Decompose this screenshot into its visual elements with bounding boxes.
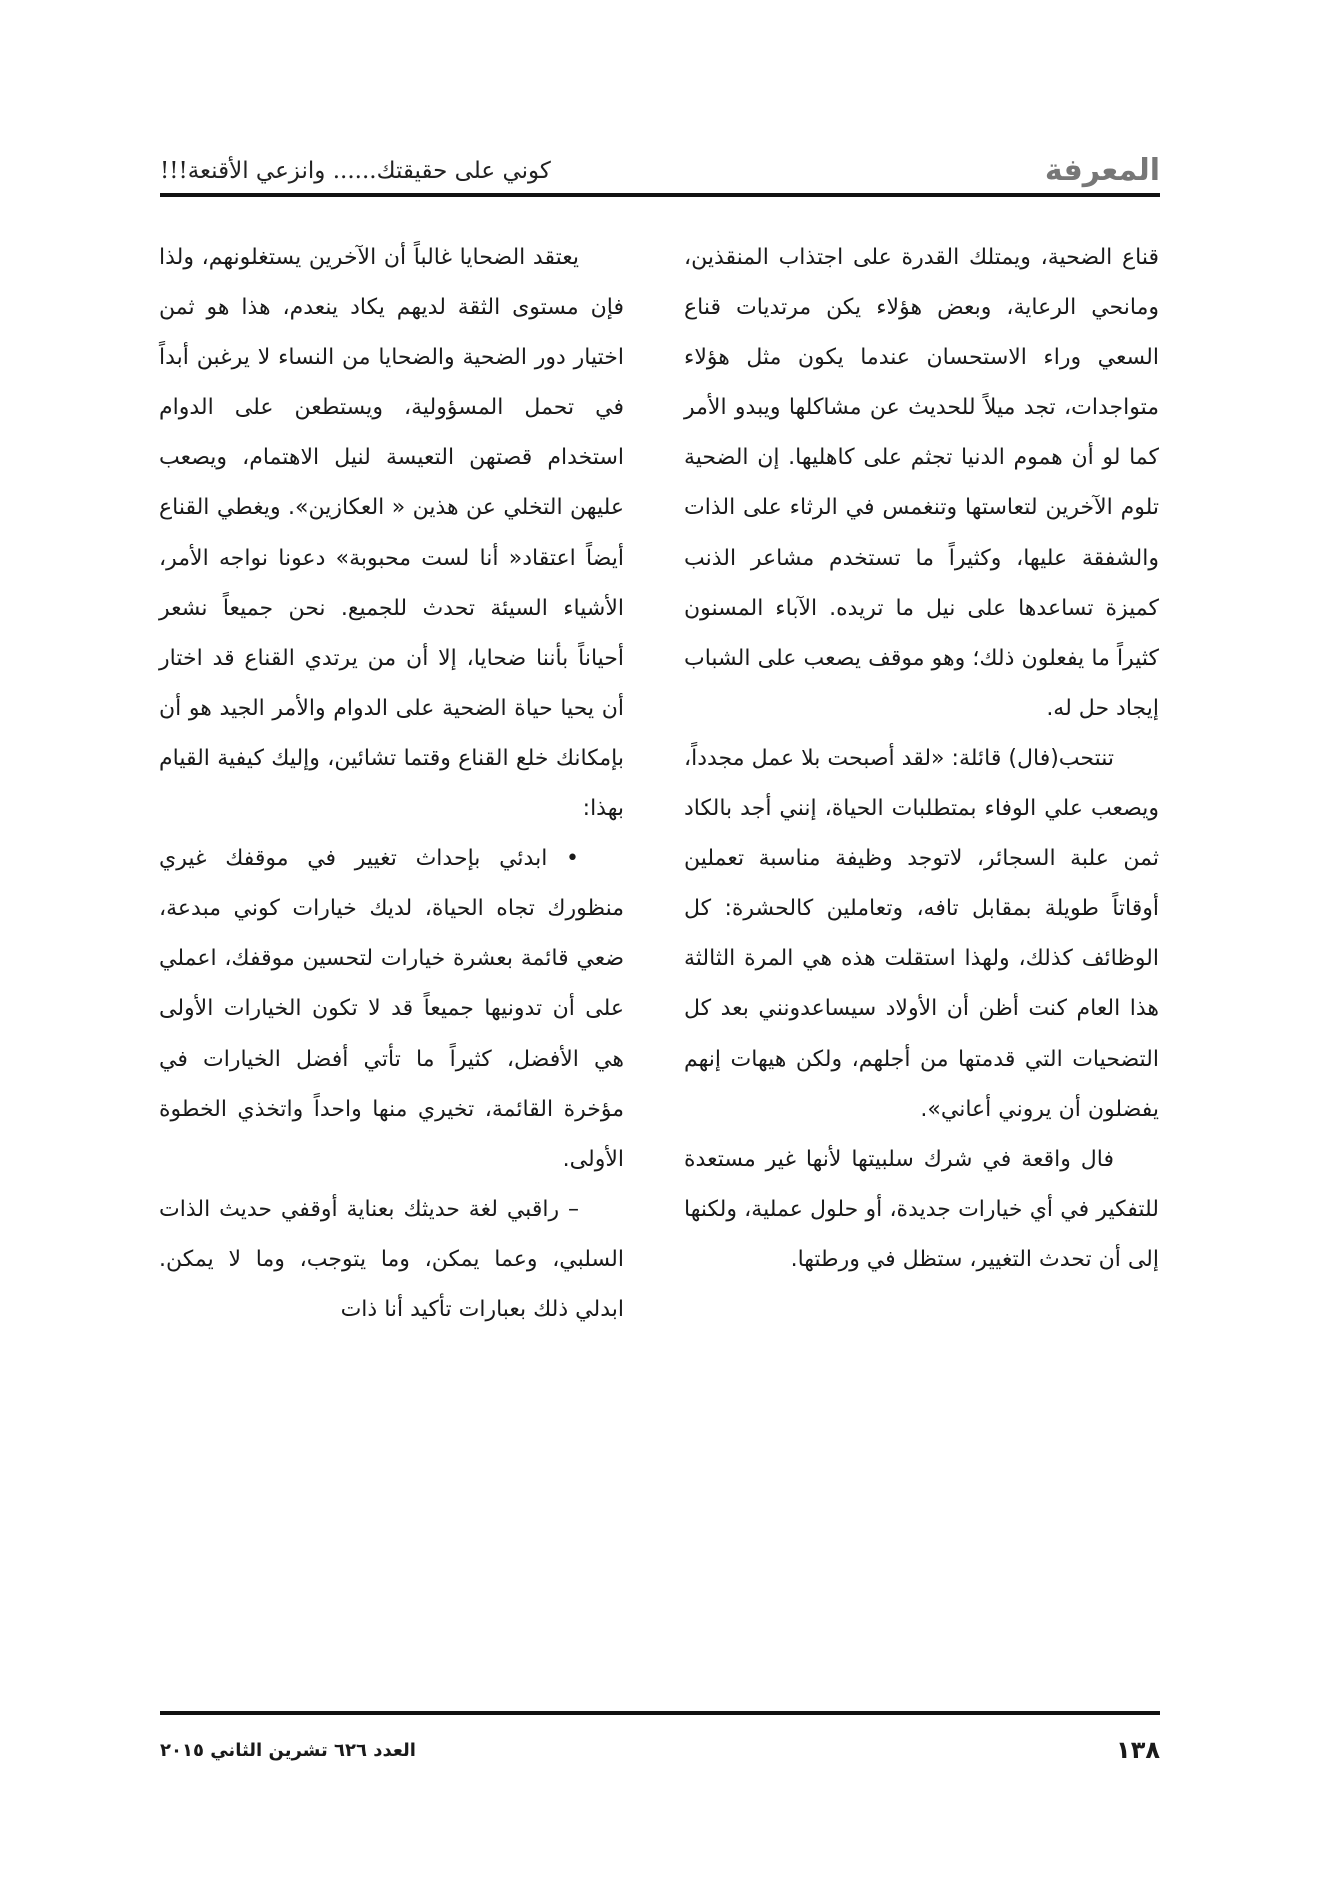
footer-divider [160, 1711, 1160, 1715]
page-number: ١٣٨ [1116, 1736, 1160, 1764]
article-running-title: كوني على حقيقتك...... وانزعي الأقنعة!!! [160, 158, 551, 184]
header-divider [160, 193, 1160, 197]
paragraph: تنتحب(فال) قائلة: «لقد أصبحت بلا عمل مجدداً، ويصعب علي الوفاء بمتطلبات الحياة، إنني أجد بالكاد ثمن علبة السجائر، لاتوجد وظيفة مناسبة تعملين أوقاتاً طويلة بمقابل تافه، وتعاملين كالحشرة: كل الوظائف كذلك، ولهذا استقلت هذه هي المرة الثالثة هذا العام كنت أظن أن الأولاد سيساعدونني بعد كل التضحيات التي قدمتها من أجلهم، ولكن هيهات إنهم يفضلون أن يروني أعاني». [684, 745, 1159, 1122]
paragraph: يعتقد الضحايا غالباً أن الآخرين يستغلونهم، ولذا فإن مستوى الثقة لديهم يكاد ينعدم، هذا هو ثمن اختيار دور الضحية والضحايا من النساء لا يرغبن أبداً في تحمل المسؤولية، ويستطعن على الدوام استخدام قصتهن التعيسة لنيل الاهتمام، ويصعب عليهن التخلي عن هذين « العكازين». ويغطي القناع أيضاً اعتقاد« أنا لست محبوبة» دعونا نواجه الأمر، الأشياء السيئة تحدث للجميع. نحن جميعاً نشعر أحياناً بأننا ضحايا، إلا أن من يرتدي القناع قد اختار أن يحيا حياة الضحية على الدوام والأمر الجيد هو أن بإمكانك خلع القناع وقتما تشائين، وإليك كيفية القيام بهذا: [159, 245, 624, 822]
paragraph: فال واقعة في شرك سلبيتها لأنها غير مستعدة للتفكير في أي خيارات جديدة، أو حلول عملية، ولكنها إلى أن تحدث التغيير، ستظل في ورطتها. [684, 1146, 1159, 1272]
paragraph: قناع الضحية، ويمتلك القدرة على اجتذاب المنقذين، ومانحي الرعاية، وبعض هؤلاء يكن مرتديات قناع السعي وراء الاستحسان عندما يكون مثل هؤلاء متواجدات، تجد ميلاً للحديث عن مشاكلها ويبدو الأمر كما لو أن هموم الدنيا تجثم على كاهليها. إن الضحية تلوم الآخرين لتعاستها وتنغمس في الرثاء على الذات والشفقة عليها، وكثيراً ما تستخدم مشاعر الذنب كميزة تساعدها على نيل ما تريده. الآباء المسنون كثيراً ما يفعلون ذلك؛ وهو موقف يصعب على الشباب إيجاد حل له. [684, 245, 1159, 721]
page-header [160, 150, 1160, 190]
magazine-logo: المعرفة [1044, 153, 1160, 188]
right-text-column [684, 233, 1159, 1285]
left-text-column [159, 233, 624, 1335]
page-footer [160, 1734, 1160, 1770]
bullet-paragraph: • ابدئي بإحداث تغيير في موقفك غيري منظورك تجاه الحياة، لديك خيارات كوني مبدعة، ضعي قائمة بعشرة خيارات لتحسين موقفك، اعملي على أن تدونيها جميعاً قد لا تكون الخيارات الأولى هي الأفضل، كثيراً ما تأتي أفضل الخيارات في مؤخرة القائمة، تخيري منها واحداً واتخذي الخطوة الأولى. [159, 846, 624, 1172]
paragraph: – راقبي لغة حديثك بعناية أوقفي حديث الذات السلبي، وعما يمكن، وما يتوجب، وما لا يمكن. ابدلي ذلك بعبارات تأكيد أنا ذات [159, 1196, 624, 1322]
issue-info: العدد ٦٢٦ تشرين الثاني ٢٠١٥ [160, 1740, 416, 1761]
